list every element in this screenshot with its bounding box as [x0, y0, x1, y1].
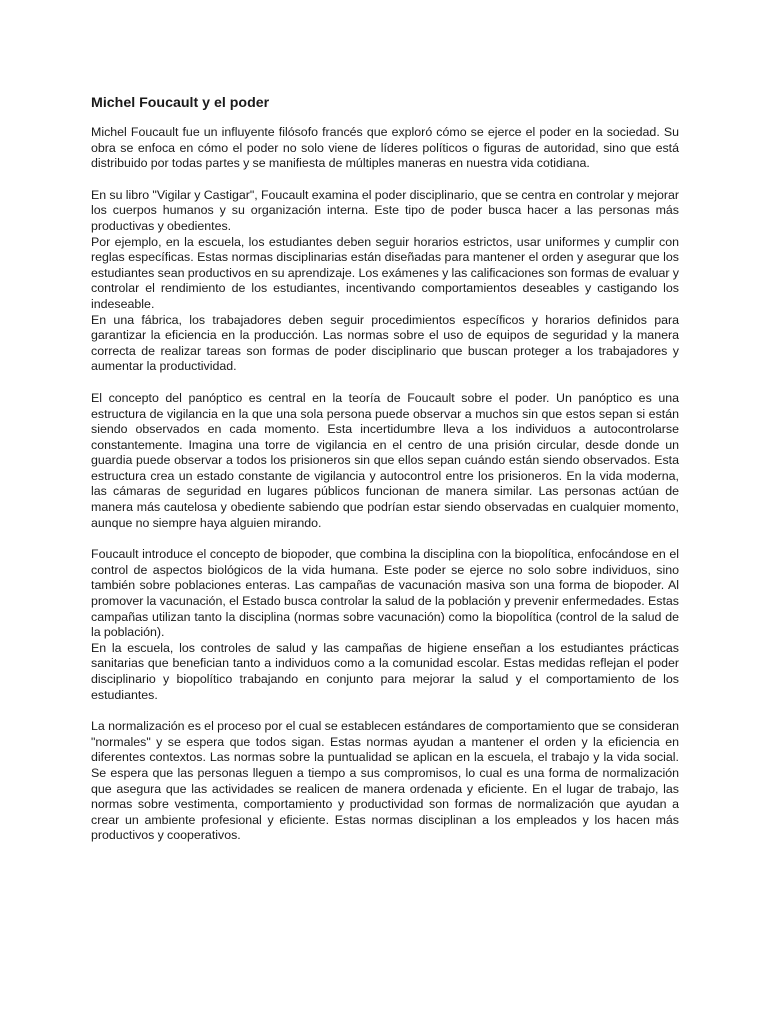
paragraph-disciplinary-power: En su libro "Vigilar y Castigar", Foucault examina el poder disciplinario, que se centra en controlar y mejorar los cuerpos humanos y su organización interna. Este tipo de poder busca hacer a las personas más productivas y obedientes. [91, 187, 679, 233]
paragraph-normalization: La normalización es el proceso por el cual se establecen estándares de comportamiento que se consideran "normales" y se espera que todos sigan. Estas normas ayudan a mantener el orden y la eficiencia en diferentes contextos. Las normas sobre la puntualidad se aplican en la escuela, el trabajo y la vida social. Se espera que las personas lleguen a tiempo a sus compromisos, lo cual es una forma de normalización que asegura que las actividades se realicen de manera ordenada y eficiente. En el lugar de trabajo, las normas sobre vestimenta, comportamiento y productividad son formas de normalización que ayudan a crear un ambiente profesional y eficiente. Estas normas disciplinan a los empleados y los hacen más productivos y cooperativos. [91, 719, 679, 843]
document-page [91, 95, 679, 844]
paragraph-school-health: En la escuela, los controles de salud y las campañas de higiene enseñan a los estudiantes prácticas sanitarias que benefician tanto a individuos como a la comunidad escolar. Estas medidas reflejan el poder disciplinario y biopolítico trabajando en conjunto para mejorar la salud y el comportamiento de los estudiantes. [91, 640, 679, 702]
paragraph-intro: Michel Foucault fue un influyente filósofo francés que exploró cómo se ejerce el poder en la sociedad. Su obra se enfoca en cómo el poder no solo viene de líderes políticos o figuras de autoridad, sino que está distribuido por todas partes y se manifiesta de múltiples maneras en nuestra vida cotidiana. [91, 125, 679, 171]
paragraph-factory-example: En una fábrica, los trabajadores deben seguir procedimientos específicos y horarios definidos para garantizar la eficiencia en la producción. Las normas sobre el uso de equipos de seguridad y la manera correcta de realizar tareas son formas de poder disciplinario que buscan proteger a los trabajadores y aumentar la productividad. [91, 312, 679, 374]
document-title: Michel Foucault y el poder [91, 95, 270, 111]
paragraph-school-example: Por ejemplo, en la escuela, los estudiantes deben seguir horarios estrictos, usar uniformes y cumplir con reglas específicas. Estas normas disciplinarias están diseñadas para mantener el orden y asegurar que los estudiantes sean productivos en su aprendizaje. Los exámenes y las calificaciones son formas de evaluar y controlar el rendimiento de los estudiantes, incentivando comportamientos deseables y castigando los indeseable. [91, 234, 679, 311]
paragraph-biopower: Foucault introduce el concepto de biopoder, que combina la disciplina con la biopolítica, enfocándose en el control de aspectos biológicos de la vida humana. Este poder se ejerce no solo sobre individuos, sino también sobre poblaciones enteras. Las campañas de vacunación masiva son una forma de biopoder. Al promover la vacunación, el Estado busca controlar la salud de la población y prevenir enfermedades. Estas campañas utilizan tanto la disciplina (normas sobre vacunación) como la biopolítica (control de la salud de la población). [91, 547, 679, 640]
paragraph-panopticon: El concepto del panóptico es central en la teoría de Foucault sobre el poder. Un panóptico es una estructura de vigilancia en la que una sola persona puede observar a muchos sin que estos sepan si están siendo observados en cada momento. Esta incertidumbre lleva a los individuos a autocontrolarse constantemente. Imagina una torre de vigilancia en el centro de una prisión circular, desde donde un guardia puede observar a todos los prisioneros sin que ellos sepan cuándo están siendo observados. Esta estructura crea un estado constante de vigilancia y autocontrol entre los prisioneros. En la vida moderna, las cámaras de seguridad en lugares públicos funcionan de manera similar. Las personas actúan de manera más cautelosa y obediente sabiendo que podrían estar siendo observadas en cualquier momento, aunque no siempre haya alguien mirando. [91, 390, 679, 530]
